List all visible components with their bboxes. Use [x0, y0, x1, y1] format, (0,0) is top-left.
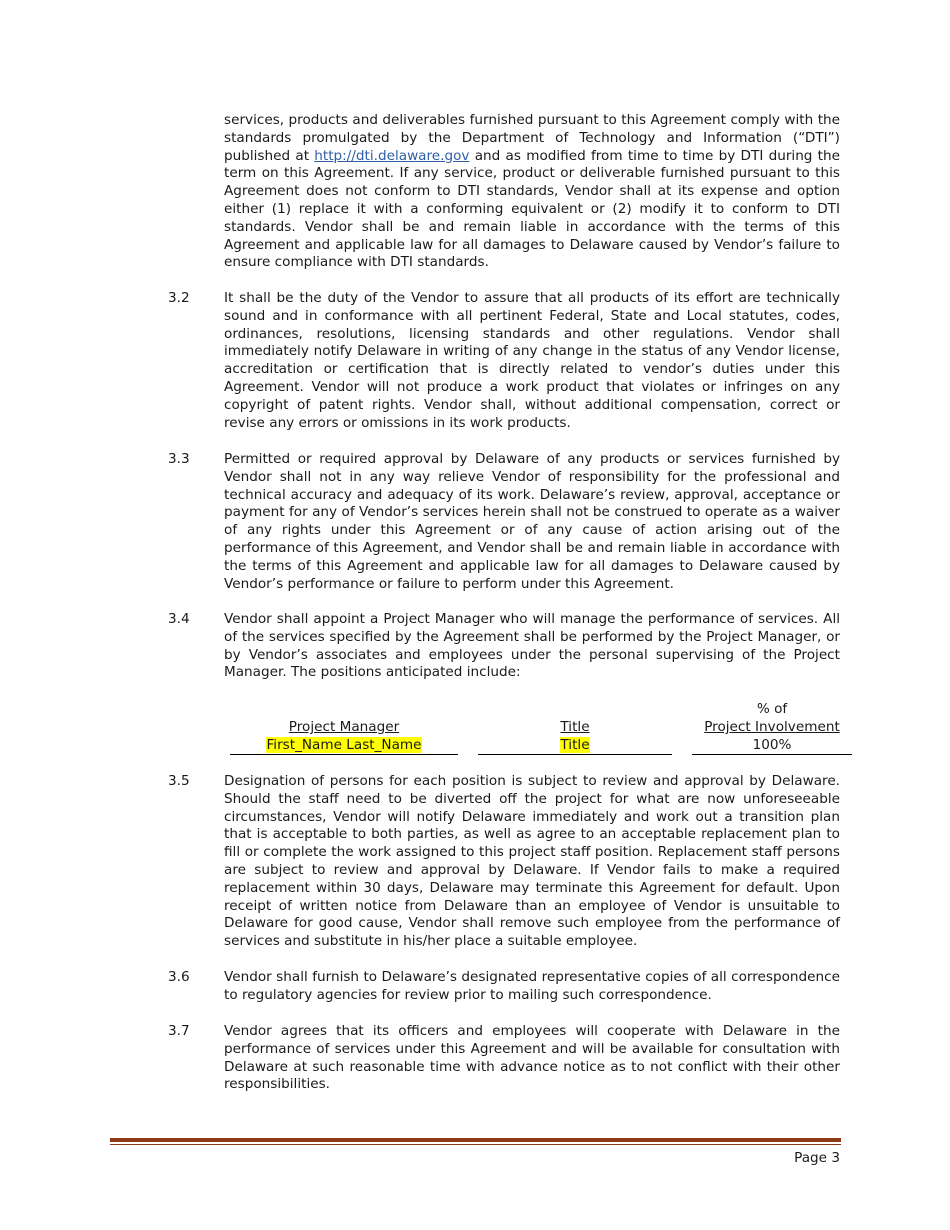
manager-cell	[230, 736, 458, 755]
intro-text-after: and as modified from time to time by DTI during the term on this Agreement. If any service, product or deliverable furnished pursuant to this Agreement does not conform to DTI standards, Vendor shall at its expense and option either (1) replace it with a conforming equivalent or (2) modify it to conform to DTI standards. Vendor shall be and remain liable in accordance with the terms of this Agreement and applicable law for all damages to Delaware caused by Vendor’s failure to ensure compliance with DTI standards.	[224, 147, 840, 271]
section-text: It shall be the duty of the Vendor to assure that all products of its effort are technically sound and in conformance with all pertinent Federal, State and Local statutes, codes, ordinances, resolutions, licensing standards and other regulations. Vendor shall immediately notify Delaware in writing of any change in the status of any Vendor license, accreditation or certification that is directly related to vendor’s duties under this Agreement. Vendor will not produce a work product that violates or infringes on any copyright of patent rights. Vendor shall, without additional compensation, correct or revise any errors or omissions in its work products.	[224, 290, 840, 431]
section-text: Vendor shall appoint a Project Manager who will manage the performance of services. All of the services specified by the Agreement shall be performed by the Project Manager, or by Vendor’s associates and employees under the personal supervising of the Project Manager. The positions anticipated include:	[224, 611, 840, 681]
manager-column	[230, 718, 458, 755]
page-number: Page 3	[794, 1150, 840, 1166]
title-cell	[478, 736, 672, 755]
footer-rule-thick	[110, 1138, 841, 1142]
section-3-7	[168, 1023, 840, 1094]
section-text: Vendor shall furnish to Delaware’s designated representative copies of all correspondence to regulatory agencies for review prior to mailing such correspondence.	[224, 969, 840, 1003]
section-number: 3.5	[168, 773, 190, 789]
section-number: 3.4	[168, 611, 190, 627]
intro-paragraph	[168, 112, 840, 272]
section-3-2	[168, 290, 840, 432]
section-number: 3.7	[168, 1023, 190, 1039]
header-project-manager: Project Manager	[288, 719, 400, 735]
title-column	[478, 718, 672, 755]
header-pct-line2: Project Involvement	[704, 719, 840, 735]
section-number: 3.6	[168, 969, 190, 985]
dti-link[interactable]: http://dti.delaware.gov	[314, 147, 470, 164]
section-3-5	[168, 773, 840, 951]
header-title: Title	[560, 719, 590, 735]
section-3-4	[168, 611, 840, 682]
section-text: Permitted or required approval by Delaware of any products or services furnished by Vendor shall not in any way relieve Vendor of responsibility for the professional and technical accuracy and adequacy of its work. Delaware’s review, approval, acceptance or payment for any of Vendor’s services herein shall not be construed to operate as a waiver of any rights under this Agreement or of any cause of action arising out of the performance of this Agreement, and Vendor shall be and remain liable in accordance with the terms of this Agreement and applicable law for all damages to Delaware caused by Vendor’s performance or failure to perform under this Agreement.	[224, 451, 840, 592]
footer-rule-thin	[110, 1144, 841, 1145]
section-text: Designation of persons for each position is subject to review and approval by Delaware. Should the staff need to be diverted off the project for what are now unforeseeable circumstances, Vendor will notify Delaware immediately and work out a transition plan that is acceptable to both parties, as well as agree to an acceptable replacement plan to fill or complete the work assigned to this project staff position. Replacement staff persons are subject to review and approval by Delaware. If Vendor fails to make a required replacement within 30 days, Delaware may terminate this Agreement for default. Upon receipt of written notice from Delaware than an employee of Vendor is unsuitable to Delaware for good cause, Vendor shall remove such employee from the performance of services and substitute in his/her place a suitable employee.	[224, 773, 840, 950]
section-number: 3.2	[168, 290, 190, 306]
header-pct-line1: % of	[756, 701, 788, 717]
section-number: 3.3	[168, 451, 190, 467]
section-3-6	[168, 969, 840, 1005]
pct-cell: 100%	[692, 736, 852, 755]
involvement-column	[692, 700, 852, 755]
section-3-3	[168, 451, 840, 593]
intro-text-before: services, products and deliverables furnished pursuant to this Agreement comply with the standards promulgated by the Department of Technology and Information (“DTI”) published at	[224, 112, 840, 164]
title-placeholder: Title	[560, 737, 590, 753]
manager-name-placeholder: First_Name Last_Name	[266, 737, 422, 753]
section-text: Vendor agrees that its officers and employees will cooperate with Delaware in the performance of services under this Agreement and will be available for consultation with Delaware at such reasonable time with advance notice as to not conflict with their other responsibilities.	[224, 1023, 840, 1093]
